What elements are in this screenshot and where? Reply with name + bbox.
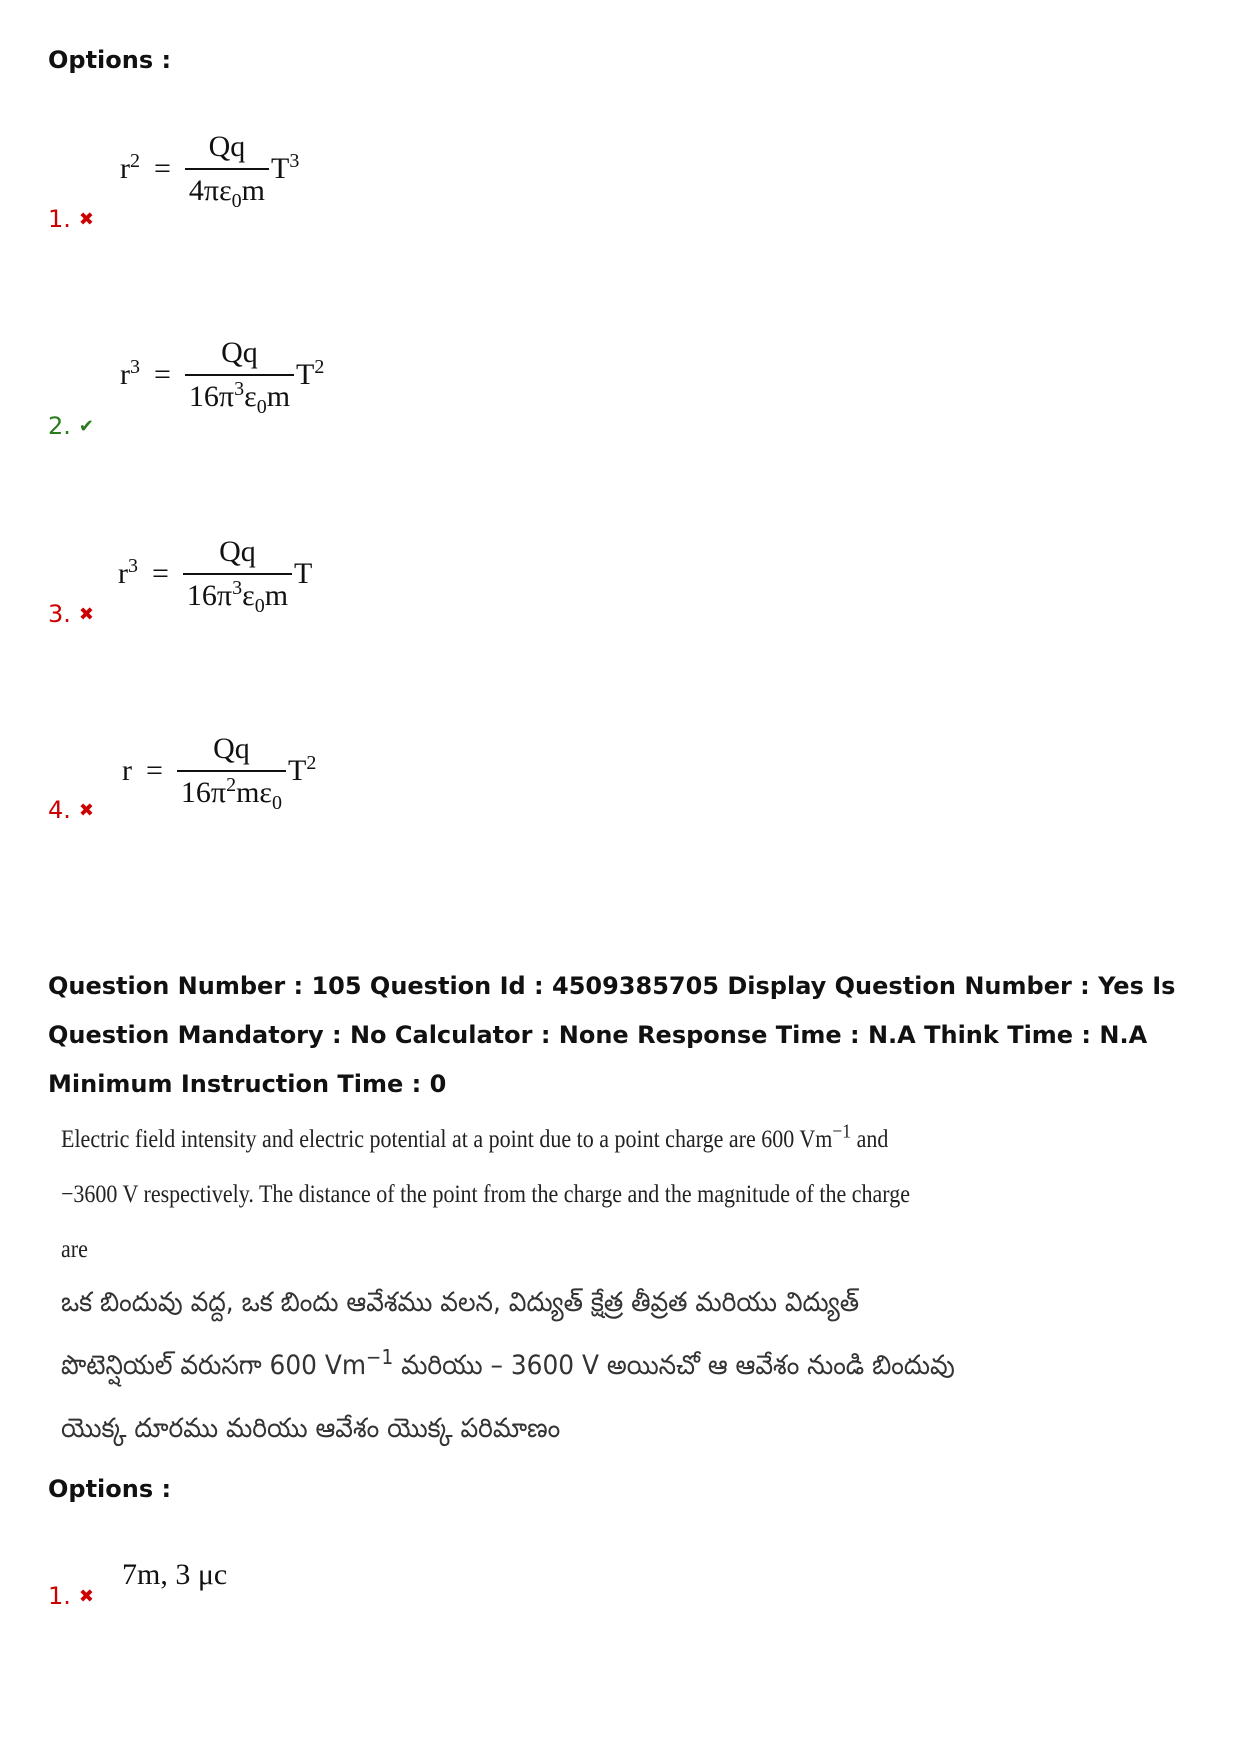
fraction: $\frac{Qq}{16\pi^3\varepsilon_0m}$: [183, 535, 292, 613]
cross-icon: ✖: [78, 1586, 94, 1607]
formula-option-4: r = $\frac{Qq}{16\pi^2m\varepsilon_0}$ $T^2$: [122, 732, 317, 814]
formula-option-2: $r^3$ = $\frac{Qq}{16\pi^3\varepsilon_0m}$ $T^2$: [120, 336, 325, 418]
option-1-text: 7m, 3 μc: [122, 1558, 228, 1591]
fraction: $\frac{Qq}{4\pi\varepsilon_0m}$: [185, 130, 269, 208]
cross-icon: ✖: [78, 604, 94, 625]
formula-option-3: $r^3$ = $\frac{Qq}{16\pi^3\varepsilon_0m}$ T: [118, 535, 313, 617]
options-heading-top: Options :: [48, 46, 172, 74]
cross-icon: ✖: [78, 800, 94, 821]
question-text-te-line-1: ఒక బిందువు వద్ద, ఒక బిందు ఆవేశము వలన, విద్యుత్ క్షేత్ర తీవ్రత మరియు విద్యుత్: [61, 1287, 860, 1318]
cross-icon: ✖: [78, 209, 94, 230]
option-1-number: 1. ✖: [48, 205, 94, 233]
check-icon: ✔: [78, 416, 94, 437]
question-text-en-line-2: −3600 V respectively. The distance of the point from the charge and the magnitude of the charge: [61, 1181, 910, 1208]
question-metadata: Question Number : 105 Question Id : 4509385705 Display Question Number : Yes Is Question Mandatory : No Calculator : None Response Time : N.A Think Time : N.A Minimum Instruction Time : 0: [48, 972, 1176, 1098]
option-1-number-q105: 1. ✖: [48, 1582, 94, 1610]
question-text-en-line-1: Electric field intensity and electric potential at a point due to a point charge are 600 $Vm^{-1}$ and: [61, 1120, 889, 1153]
question-text-te-line-2: పొటెన్షియల్ వరుసగా 600 $Vm^{-1}$ మరియు – 3600 V అయినచో ఆ ఆవేశం నుండి బిందువు: [61, 1345, 955, 1381]
fraction: $\frac{Qq}{16\pi^2m\varepsilon_0}$: [177, 732, 286, 810]
question-text-te-line-3: యొక్క దూరము మరియు ఆవేశం యొక్క పరిమాణం: [61, 1413, 561, 1444]
options-heading: Options :: [48, 1475, 172, 1503]
option-2-number: 2. ✔: [48, 412, 94, 440]
formula-option-1: $r^2$ = $\frac{Qq}{4\pi\varepsilon_0m}$ $T^3$: [120, 130, 300, 212]
option-4-number: 4. ✖: [48, 796, 94, 824]
fraction: $\frac{Qq}{16\pi^3\varepsilon_0m}$: [185, 336, 294, 414]
formula-lhs: $r^2$: [120, 150, 140, 185]
question-text-en-line-3: are: [61, 1236, 88, 1263]
option-3-number: 3. ✖: [48, 600, 94, 628]
